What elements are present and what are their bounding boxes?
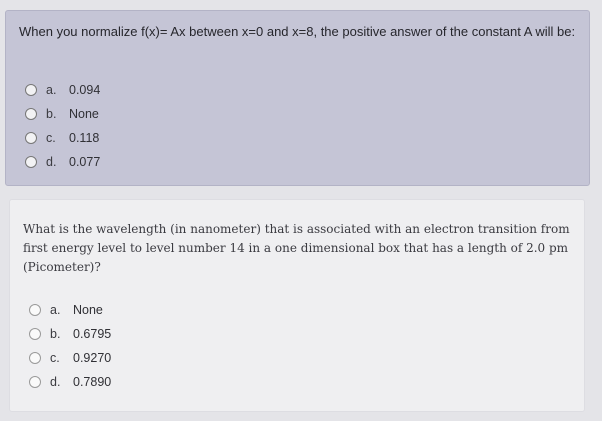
- option-letter: a.: [50, 303, 61, 317]
- option-letter: c.: [46, 131, 56, 145]
- option-c[interactable]: [29, 346, 111, 370]
- option-d[interactable]: [29, 370, 111, 394]
- option-letter: b.: [46, 107, 57, 121]
- question-text: What is the wavelength (in nanometer) that is associated with an electron transition from first energy level to level number 14 in a one dimensional box that has a length of 2.0 pm (Picometer)?: [23, 222, 570, 274]
- option-value: 0.094: [69, 83, 101, 97]
- answer-options: [29, 298, 111, 394]
- option-c[interactable]: [25, 126, 100, 150]
- option-b[interactable]: [25, 102, 100, 126]
- radio-button[interactable]: [29, 376, 41, 388]
- radio-button[interactable]: [25, 132, 37, 144]
- option-value: 0.118: [69, 131, 100, 145]
- question-card-1: [5, 10, 590, 186]
- answer-options: [25, 78, 100, 174]
- option-a[interactable]: [29, 298, 111, 322]
- radio-button[interactable]: [29, 328, 41, 340]
- option-value: 0.7890: [73, 375, 112, 389]
- option-value: None: [73, 303, 103, 317]
- option-b[interactable]: [29, 322, 111, 346]
- question-card-2: [9, 199, 585, 412]
- radio-button[interactable]: [25, 84, 37, 96]
- radio-button[interactable]: [25, 108, 37, 120]
- option-letter: b.: [50, 327, 61, 341]
- option-value: 0.9270: [73, 351, 112, 365]
- option-letter: d.: [50, 375, 61, 389]
- option-letter: d.: [46, 155, 57, 169]
- option-value: 0.6795: [73, 327, 112, 341]
- option-letter: c.: [50, 351, 60, 365]
- question-text: When you normalize f(x)= Ax between x=0 and x=8, the positive answer of the constant A will be:: [19, 24, 576, 39]
- option-letter: a.: [46, 83, 57, 97]
- option-value: 0.077: [69, 155, 101, 169]
- radio-button[interactable]: [25, 156, 37, 168]
- radio-button[interactable]: [29, 304, 41, 316]
- option-value: None: [69, 107, 99, 121]
- option-a[interactable]: [25, 78, 100, 102]
- option-d[interactable]: [25, 150, 100, 174]
- radio-button[interactable]: [29, 352, 41, 364]
